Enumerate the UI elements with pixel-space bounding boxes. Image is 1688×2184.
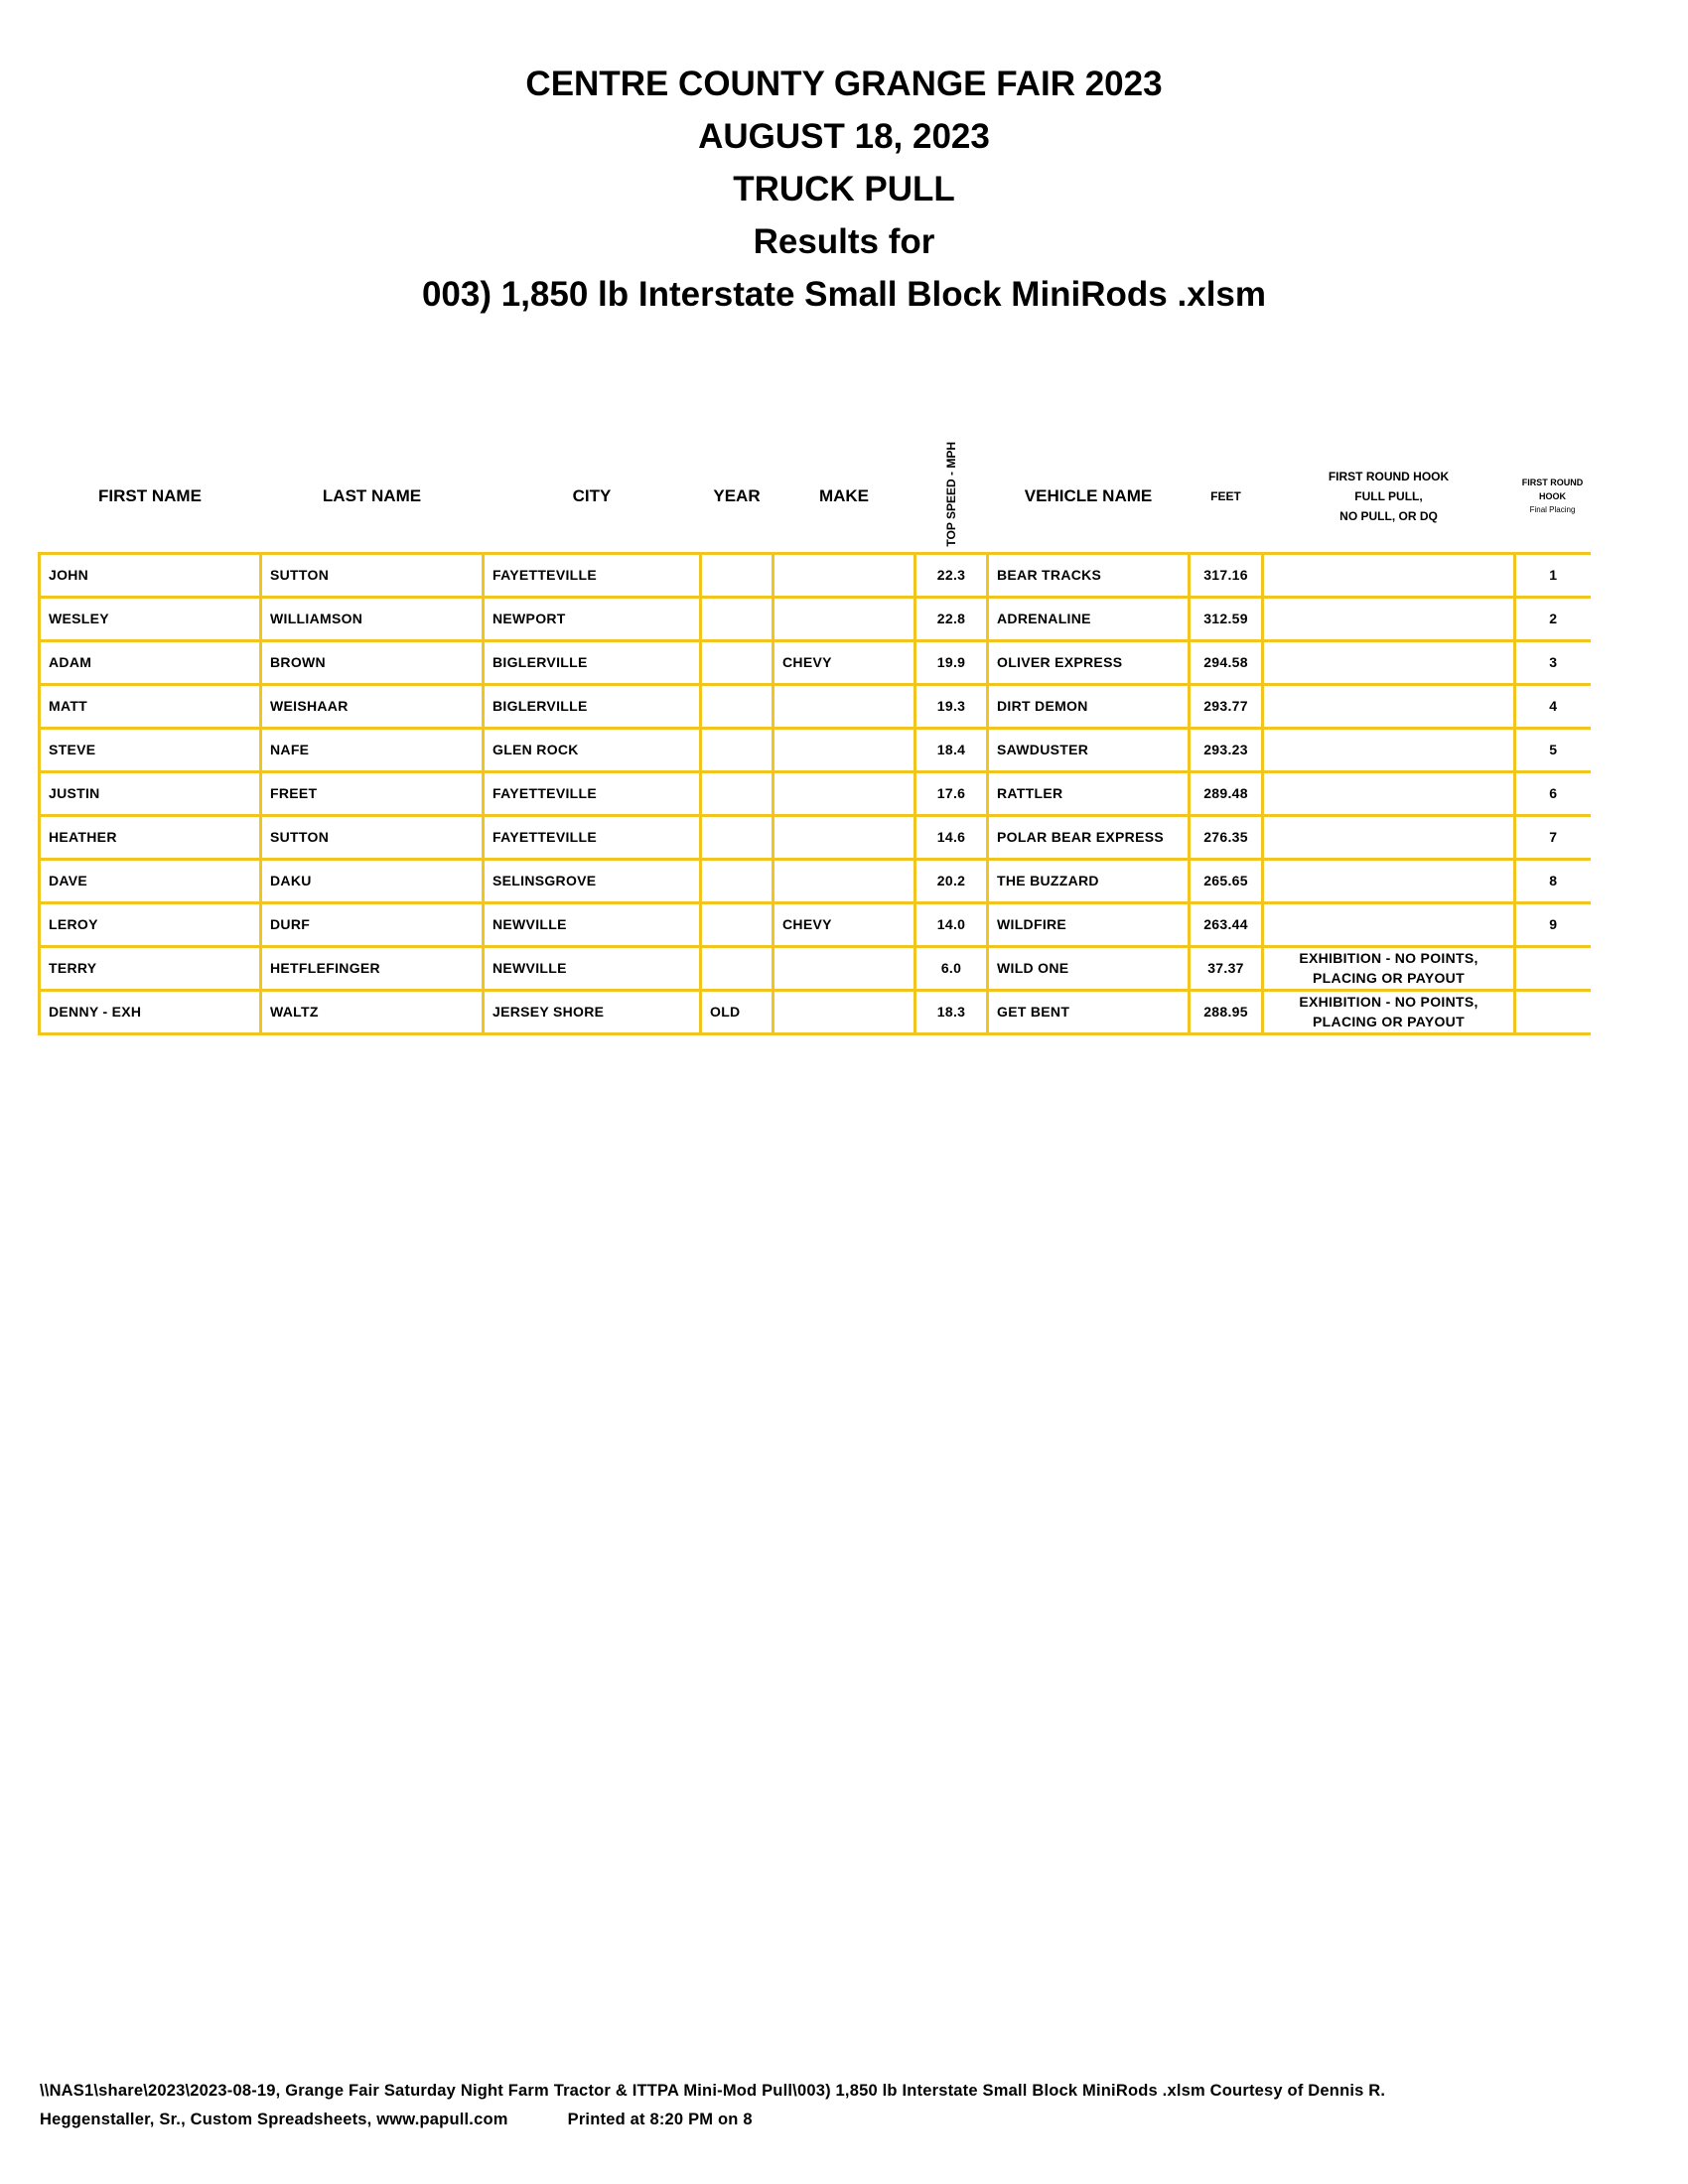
- cell-first-name: ADAM: [40, 640, 261, 684]
- cell-final-placing: [1515, 946, 1591, 990]
- cell-hook: EXHIBITION - NO POINTS, PLACING OR PAYOUT: [1263, 946, 1515, 990]
- footer-credit: Heggenstaller, Sr., Custom Spreadsheets, www.papull.com Printed at 8:20 PM on 8: [40, 2111, 753, 2128]
- cell-final-placing: 2: [1515, 597, 1591, 640]
- cell-top-speed: 14.0: [915, 902, 988, 946]
- cell-hook: [1263, 640, 1515, 684]
- cell-feet: 293.23: [1190, 728, 1263, 771]
- header-final-placing: FIRST ROUND HOOK Final Placing: [1521, 478, 1584, 515]
- cell-year: [701, 902, 774, 946]
- cell-last-name: SUTTON: [261, 553, 484, 597]
- table-row: [40, 946, 1591, 990]
- header-last-name: LAST NAME: [322, 486, 422, 506]
- title-fair: CENTRE COUNTY GRANGE FAIR 2023: [525, 65, 1163, 103]
- cell-final-placing: 7: [1515, 815, 1591, 859]
- cell-vehicle-name: WILD ONE: [988, 946, 1190, 990]
- cell-final-placing: 3: [1515, 640, 1591, 684]
- cell-feet: 265.65: [1190, 859, 1263, 902]
- table-row: [40, 815, 1591, 859]
- table-row: [40, 902, 1591, 946]
- table-row: [40, 597, 1591, 640]
- cell-city: FAYETTEVILLE: [484, 815, 701, 859]
- cell-city: SELINSGROVE: [484, 859, 701, 902]
- cell-hook: EXHIBITION - NO POINTS, PLACING OR PAYOUT: [1263, 990, 1515, 1033]
- cell-feet: 289.48: [1190, 771, 1263, 815]
- header-feet: FEET: [1210, 489, 1241, 504]
- cell-city: JERSEY SHORE: [484, 990, 701, 1033]
- cell-hook: [1263, 771, 1515, 815]
- cell-final-placing: 5: [1515, 728, 1591, 771]
- cell-make: [774, 771, 915, 815]
- cell-final-placing: 8: [1515, 859, 1591, 902]
- cell-vehicle-name: GET BENT: [988, 990, 1190, 1033]
- cell-hook: [1263, 553, 1515, 597]
- cell-first-name: TERRY: [40, 946, 261, 990]
- cell-vehicle-name: THE BUZZARD: [988, 859, 1190, 902]
- table-row: [40, 553, 1591, 597]
- footer: [40, 2077, 1658, 2134]
- cell-top-speed: 18.3: [915, 990, 988, 1033]
- cell-feet: 294.58: [1190, 640, 1263, 684]
- cell-first-name: LEROY: [40, 902, 261, 946]
- report-title: [0, 58, 1688, 321]
- cell-top-speed: 19.9: [915, 640, 988, 684]
- cell-feet: 312.59: [1190, 597, 1263, 640]
- cell-top-speed: 17.6: [915, 771, 988, 815]
- cell-make: [774, 990, 915, 1033]
- cell-city: NEWPORT: [484, 597, 701, 640]
- cell-final-placing: [1515, 990, 1591, 1033]
- cell-year: [701, 640, 774, 684]
- cell-city: FAYETTEVILLE: [484, 553, 701, 597]
- cell-feet: 37.37: [1190, 946, 1263, 990]
- cell-year: [701, 815, 774, 859]
- cell-feet: 276.35: [1190, 815, 1263, 859]
- cell-final-placing: 4: [1515, 684, 1591, 728]
- cell-last-name: FREET: [261, 771, 484, 815]
- cell-city: NEWVILLE: [484, 946, 701, 990]
- cell-city: BIGLERVILLE: [484, 684, 701, 728]
- cell-first-name: STEVE: [40, 728, 261, 771]
- footer-path: \\NAS1\share\2023\2023-08-19, Grange Fair Saturday Night Farm Tractor & ITTPA Mini-Mod Pull\003) 1,850 lb Interstate Small Block MiniRods .xlsm Courtesy of Dennis R.: [40, 2082, 1386, 2100]
- cell-year: [701, 597, 774, 640]
- table-row: [40, 640, 1591, 684]
- cell-last-name: WALTZ: [261, 990, 484, 1033]
- header-make: MAKE: [818, 486, 870, 506]
- cell-make: [774, 859, 915, 902]
- cell-year: [701, 553, 774, 597]
- cell-first-name: DAVE: [40, 859, 261, 902]
- cell-vehicle-name: POLAR BEAR EXPRESS: [988, 815, 1190, 859]
- cell-make: [774, 597, 915, 640]
- cell-final-placing: 6: [1515, 771, 1591, 815]
- cell-vehicle-name: OLIVER EXPRESS: [988, 640, 1190, 684]
- title-date: AUGUST 18, 2023: [698, 117, 990, 156]
- header-first-name: FIRST NAME: [98, 486, 202, 506]
- cell-feet: 317.16: [1190, 553, 1263, 597]
- header-vehicle-name: VEHICLE NAME: [1024, 486, 1153, 506]
- cell-top-speed: 22.8: [915, 597, 988, 640]
- cell-make: [774, 684, 915, 728]
- cell-vehicle-name: SAWDUSTER: [988, 728, 1190, 771]
- cell-year: [701, 728, 774, 771]
- cell-vehicle-name: ADRENALINE: [988, 597, 1190, 640]
- table-row: [40, 771, 1591, 815]
- table-row: [40, 684, 1591, 728]
- cell-last-name: BROWN: [261, 640, 484, 684]
- cell-hook: [1263, 728, 1515, 771]
- header-row: [40, 442, 1591, 553]
- cell-city: GLEN ROCK: [484, 728, 701, 771]
- cell-hook: [1263, 815, 1515, 859]
- cell-city: FAYETTEVILLE: [484, 771, 701, 815]
- cell-top-speed: 20.2: [915, 859, 988, 902]
- cell-feet: 263.44: [1190, 902, 1263, 946]
- cell-last-name: NAFE: [261, 728, 484, 771]
- cell-top-speed: 6.0: [915, 946, 988, 990]
- table-row: [40, 728, 1591, 771]
- cell-final-placing: 9: [1515, 902, 1591, 946]
- cell-make: [774, 553, 915, 597]
- cell-year: [701, 771, 774, 815]
- cell-top-speed: 19.3: [915, 684, 988, 728]
- cell-top-speed: 18.4: [915, 728, 988, 771]
- cell-top-speed: 14.6: [915, 815, 988, 859]
- cell-year: [701, 684, 774, 728]
- cell-first-name: DENNY - EXH: [40, 990, 261, 1033]
- cell-last-name: HETFLEFINGER: [261, 946, 484, 990]
- cell-first-name: MATT: [40, 684, 261, 728]
- cell-first-name: HEATHER: [40, 815, 261, 859]
- cell-hook: [1263, 597, 1515, 640]
- title-class: 003) 1,850 lb Interstate Small Block MiniRods .xlsm: [421, 275, 1267, 314]
- title-event: TRUCK PULL: [733, 170, 955, 208]
- header-hook: FIRST ROUND HOOK FULL PULL, NO PULL, OR DQ: [1328, 470, 1450, 524]
- cell-year: OLD: [701, 990, 774, 1033]
- cell-last-name: WILLIAMSON: [261, 597, 484, 640]
- results-table: [38, 442, 1591, 1035]
- cell-last-name: DAKU: [261, 859, 484, 902]
- cell-city: BIGLERVILLE: [484, 640, 701, 684]
- cell-hook: [1263, 684, 1515, 728]
- cell-feet: 288.95: [1190, 990, 1263, 1033]
- cell-vehicle-name: DIRT DEMON: [988, 684, 1190, 728]
- cell-vehicle-name: WILDFIRE: [988, 902, 1190, 946]
- cell-make: [774, 728, 915, 771]
- cell-vehicle-name: BEAR TRACKS: [988, 553, 1190, 597]
- cell-make: [774, 815, 915, 859]
- cell-hook: [1263, 902, 1515, 946]
- cell-make: [774, 946, 915, 990]
- cell-hook: [1263, 859, 1515, 902]
- table-row: [40, 990, 1591, 1033]
- cell-last-name: SUTTON: [261, 815, 484, 859]
- printed-at: Printed at 8:20 PM on 8: [567, 2111, 753, 2128]
- cell-make: CHEVY: [774, 640, 915, 684]
- cell-vehicle-name: RATTLER: [988, 771, 1190, 815]
- cell-last-name: DURF: [261, 902, 484, 946]
- title-results-for: Results for: [753, 222, 935, 261]
- cell-city: NEWVILLE: [484, 902, 701, 946]
- cell-top-speed: 22.3: [915, 553, 988, 597]
- cell-first-name: JOHN: [40, 553, 261, 597]
- header-top-speed: TOP SPEED - MPH: [943, 442, 958, 547]
- table-row: [40, 859, 1591, 902]
- cell-make: CHEVY: [774, 902, 915, 946]
- cell-year: [701, 946, 774, 990]
- cell-final-placing: 1: [1515, 553, 1591, 597]
- cell-first-name: WESLEY: [40, 597, 261, 640]
- cell-year: [701, 859, 774, 902]
- header-year: YEAR: [713, 486, 761, 506]
- cell-first-name: JUSTIN: [40, 771, 261, 815]
- cell-feet: 293.77: [1190, 684, 1263, 728]
- cell-last-name: WEISHAAR: [261, 684, 484, 728]
- header-city: CITY: [572, 486, 612, 506]
